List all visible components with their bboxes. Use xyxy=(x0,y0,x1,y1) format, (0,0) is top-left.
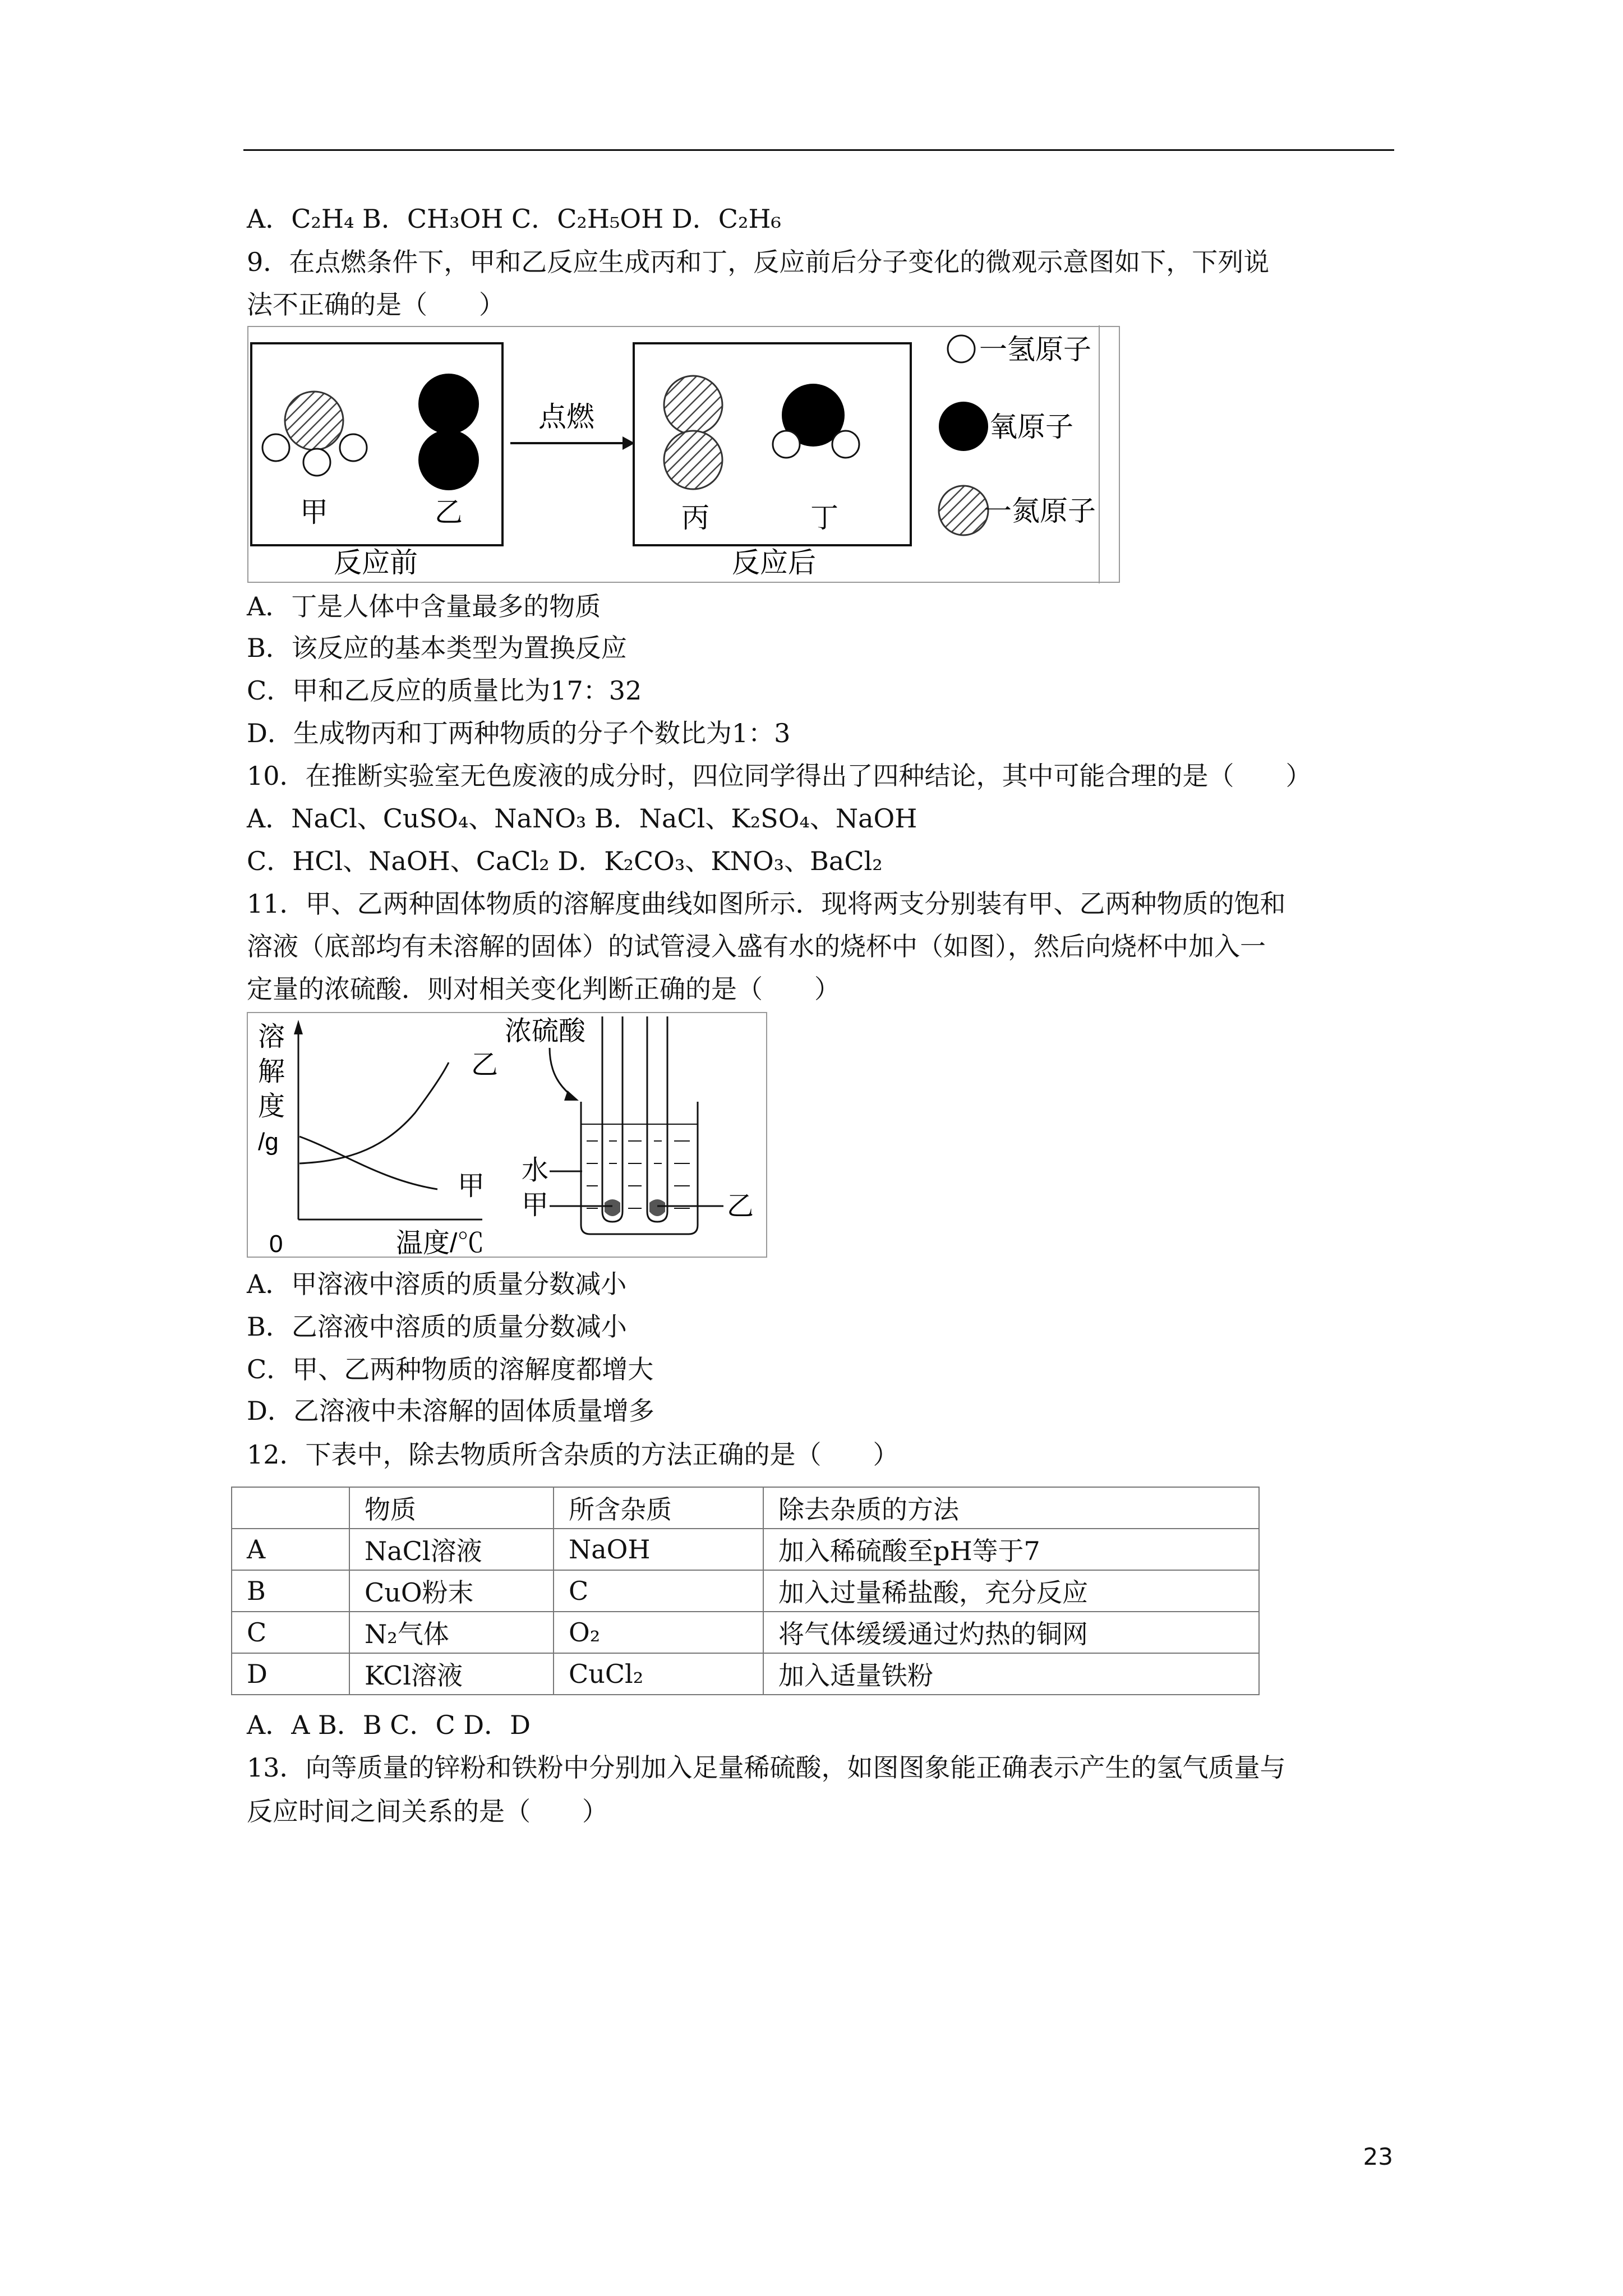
oxygen-atom xyxy=(418,374,479,434)
q13-stem-line1: 13．向等质量的锌粉和铁粉中分别加入足量稀硫酸，如图图象能正确表示产生的氢气质量与 xyxy=(247,1752,1286,1783)
q11-stem-line2: 溶液（底部均有未溶解的固体）的试管浸入盛有水的烧杯中（如图），然后向烧杯中加入一 xyxy=(247,931,1266,961)
legend-nitrogen-symbol xyxy=(939,486,988,535)
q9-stem-line2: 法不正确的是（ ） xyxy=(247,289,505,320)
solid-jia xyxy=(605,1199,620,1216)
hydrogen-atom xyxy=(773,431,800,458)
q12-stem: 12．下表中，除去物质所含杂质的方法正确的是（ ） xyxy=(247,1439,899,1470)
hydrogen-atom xyxy=(340,434,367,461)
hydrogen-atom xyxy=(262,434,289,461)
y-axis-label-3: 度 xyxy=(258,1092,285,1121)
table-header-cell: 除去杂质的方法 xyxy=(763,1487,1259,1529)
q9-molecule-diagram xyxy=(247,325,1122,583)
table-cell: NaCl溶液 xyxy=(349,1529,554,1570)
test-tube-jia xyxy=(602,1016,623,1222)
table-cell: 加入适量铁粉 xyxy=(763,1653,1259,1695)
hydrogen-atom xyxy=(303,449,330,476)
table-cell: C xyxy=(554,1570,763,1612)
q11-solubility-figure xyxy=(247,1012,768,1259)
page-number: 23 xyxy=(1363,2143,1393,2170)
origin-label: 0 xyxy=(269,1230,283,1258)
table-row xyxy=(232,1612,1259,1653)
curve-jia-label: 甲 xyxy=(458,1171,485,1201)
q13-stem-line2: 反应时间之间关系的是（ ） xyxy=(247,1796,608,1826)
solid-yi xyxy=(649,1199,665,1216)
label-before: 反应前 xyxy=(334,547,418,578)
label-jia: 甲 xyxy=(300,496,328,528)
y-axis-label-4: /g xyxy=(258,1128,279,1156)
q12-options: A．A B．B C．C D．D xyxy=(247,1710,531,1740)
test-tube-yi xyxy=(647,1016,667,1222)
hydrogen-atom xyxy=(832,431,859,458)
legend-oxygen-symbol xyxy=(939,402,988,451)
label-ding: 丁 xyxy=(810,502,838,533)
curve-yi-label: 乙 xyxy=(471,1050,499,1080)
table-cell: KCl溶液 xyxy=(349,1653,554,1695)
water-label: 水 xyxy=(522,1156,549,1185)
label-after: 反应后 xyxy=(732,547,816,578)
curve-jia xyxy=(299,1137,437,1189)
table-cell: 加入稀硫酸至pH等于7 xyxy=(763,1529,1259,1570)
oxygen-atom xyxy=(418,430,479,490)
legend-hydrogen-symbol xyxy=(948,335,975,362)
q11-stem-line1: 11．甲、乙两种固体物质的溶解度曲线如图所示．现将两支分别装有甲、乙两种物质的饱和 xyxy=(247,889,1286,919)
nitrogen-atom xyxy=(664,431,722,489)
x-axis-label: 温度/℃ xyxy=(396,1228,485,1258)
curve-yi xyxy=(299,1062,449,1163)
legend-oxygen: 氧原子 xyxy=(989,411,1073,443)
table-cell: 将气体缓缓通过灼热的铜网 xyxy=(763,1612,1259,1653)
q11-option-a: A．甲溶液中溶质的质量分数减小 xyxy=(247,1269,627,1299)
table-cell: A xyxy=(232,1529,349,1570)
table-cell: C xyxy=(232,1612,349,1653)
q11-option-d: D．乙溶液中未溶解的固体质量增多 xyxy=(247,1396,654,1426)
y-axis-label-1: 溶 xyxy=(258,1022,285,1052)
q11-option-b: B．乙溶液中溶质的质量分数减小 xyxy=(247,1312,627,1342)
q10-options-cd: C．HCl、NaOH、CaCl₂ D．K₂CO₃、KNO₃、BaCl₂ xyxy=(247,846,883,876)
label-yi: 乙 xyxy=(435,496,463,528)
table-cell: D xyxy=(232,1653,349,1695)
table-cell: CuO粉末 xyxy=(349,1570,554,1612)
table-cell: O₂ xyxy=(554,1612,763,1653)
y-axis-label-2: 解 xyxy=(258,1057,285,1087)
nitrogen-atom xyxy=(664,376,722,434)
q10-options-ab: A．NaCl、CuSO₄、NaNO₃ B．NaCl、K₂SO₄、NaOH xyxy=(247,803,917,834)
header-rule xyxy=(243,149,1394,151)
tube-jia-label: 甲 xyxy=(522,1190,549,1220)
q11-option-c: C．甲、乙两种物质的溶解度都增大 xyxy=(247,1354,654,1384)
q9-stem-line1: 9．在点燃条件下，甲和乙反应生成丙和丁，反应前后分子变化的微观示意图如下，下列说 xyxy=(247,247,1270,277)
table-row xyxy=(232,1529,1259,1570)
table-header-cell: 物质 xyxy=(349,1487,554,1529)
legend-nitrogen: 一氮原子 xyxy=(984,495,1096,527)
arrow-label: 点燃 xyxy=(538,401,594,432)
q11-stem-line3: 定量的浓硫酸．则对相关变化判断正确的是（ ） xyxy=(247,974,840,1004)
table-cell: B xyxy=(232,1570,349,1612)
nitrogen-atom xyxy=(285,392,343,450)
table-cell: CuCl₂ xyxy=(554,1653,763,1695)
tube-yi-label: 乙 xyxy=(727,1191,754,1221)
table-row xyxy=(232,1570,1259,1612)
legend-hydrogen: 一氢原子 xyxy=(979,334,1091,365)
impurity-table xyxy=(231,1487,1260,1695)
acid-arrow xyxy=(550,1048,572,1096)
q8-options: A．C₂H₄ B．CH₃OH C．C₂H₅OH D．C₂H₆ xyxy=(247,204,781,234)
q9-option-d: D．生成物丙和丁两种物质的分子个数比为1：3 xyxy=(247,718,791,748)
q10-stem: 10．在推断实验室无色废液的成分时，四位同学得出了四种结论，其中可能合理的是（ ） xyxy=(247,761,1312,791)
q9-option-b: B．该反应的基本类型为置换反应 xyxy=(247,633,627,663)
table-cell: 加入过量稀盐酸，充分反应 xyxy=(763,1570,1259,1612)
beaker xyxy=(581,1102,698,1234)
table-cell: N₂气体 xyxy=(349,1612,554,1653)
table-row xyxy=(232,1653,1259,1695)
table-header-row xyxy=(232,1487,1259,1529)
q9-option-c: C．甲和乙反应的质量比为17：32 xyxy=(247,675,642,706)
q9-option-a: A．丁是人体中含量最多的物质 xyxy=(247,591,601,622)
label-bing: 丙 xyxy=(681,502,709,533)
acid-label: 浓硫酸 xyxy=(505,1016,586,1046)
table-header-cell xyxy=(232,1487,349,1529)
table-header-cell: 所含杂质 xyxy=(554,1487,763,1529)
table-cell: NaOH xyxy=(554,1529,763,1570)
